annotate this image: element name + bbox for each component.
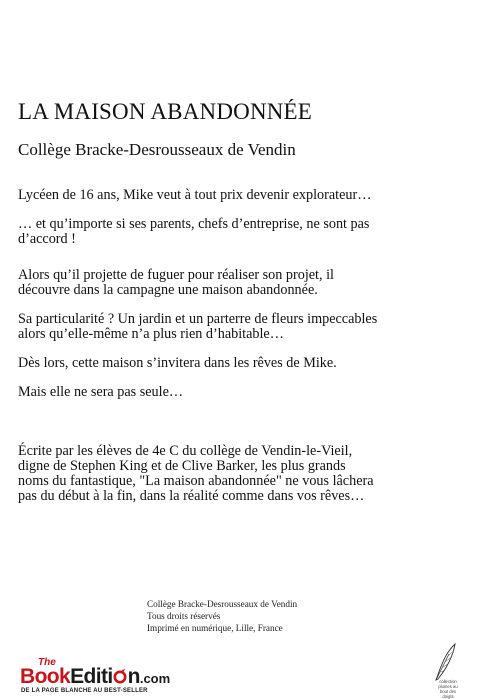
imprint-printed: Imprimé en numérique, Lille, France [147,623,283,633]
logo-edition-text: Editi [70,665,113,688]
blurb-paragraph: Écrite par les élèves de 4e C du collège de Vendin-le-Vieil, digne de Stephen King et de Clive Barker, les plus grands noms du fantastique, "La maison abandonnée" ne vous lâchera pas du début à la fin, dans la réalité comme dans vos rêves… [18,443,374,504]
book-title: LA MAISON ABANDONNÉE [18,99,313,124]
blurb-paragraph: … et qu’importe si ses parents, chefs d’entreprise, ne sont pas d’accord ! [18,216,370,247]
bookedition-logo [8,657,208,699]
quill-icon [433,642,457,682]
logo-the-text: The [38,657,56,668]
imprint-publisher: Collège Bracke-Desrousseaux de Vendin [147,599,298,609]
book-author: Collège Bracke-Desrousseaux de Vendin [18,140,296,159]
logo-com-text: .com [139,671,171,686]
logo-n-text: n [127,665,140,688]
collection-label [430,679,466,699]
collection-line: doigts [442,694,454,699]
imprint-rights: Tous droits réservés [147,611,221,621]
logo-tagline: DE LA PAGE BLANCHE AU BEST-SELLER [21,688,148,694]
back-cover-blurb [18,188,378,504]
collection-line: plumes au [438,684,458,689]
feather-o-icon [113,669,127,684]
blurb-paragraph: Dès lors, cette maison s’invitera dans les rêves de Mike. [18,355,337,371]
blurb-paragraph: Lycéen de 16 ans, Mike veut à tout prix devenir explorateur… [18,187,372,203]
blurb-paragraph: Sa particularité ? Un jardin et un parterre de fleurs impeccables alors qu’elle-même n’a plus rien d’habitable… [18,311,378,342]
logo-wordmark [20,665,170,689]
imprint-block [147,598,297,634]
collection-line: collection [439,679,457,684]
blurb-paragraph: Mais elle ne sera pas seule… [18,384,184,400]
collection-line: bout des [439,689,457,694]
logo-book-text: Book [20,665,71,688]
blurb-paragraph: Alors qu’il projette de fuguer pour réaliser son projet, il découvre dans la campagne une maison abandonnée. [18,267,334,298]
